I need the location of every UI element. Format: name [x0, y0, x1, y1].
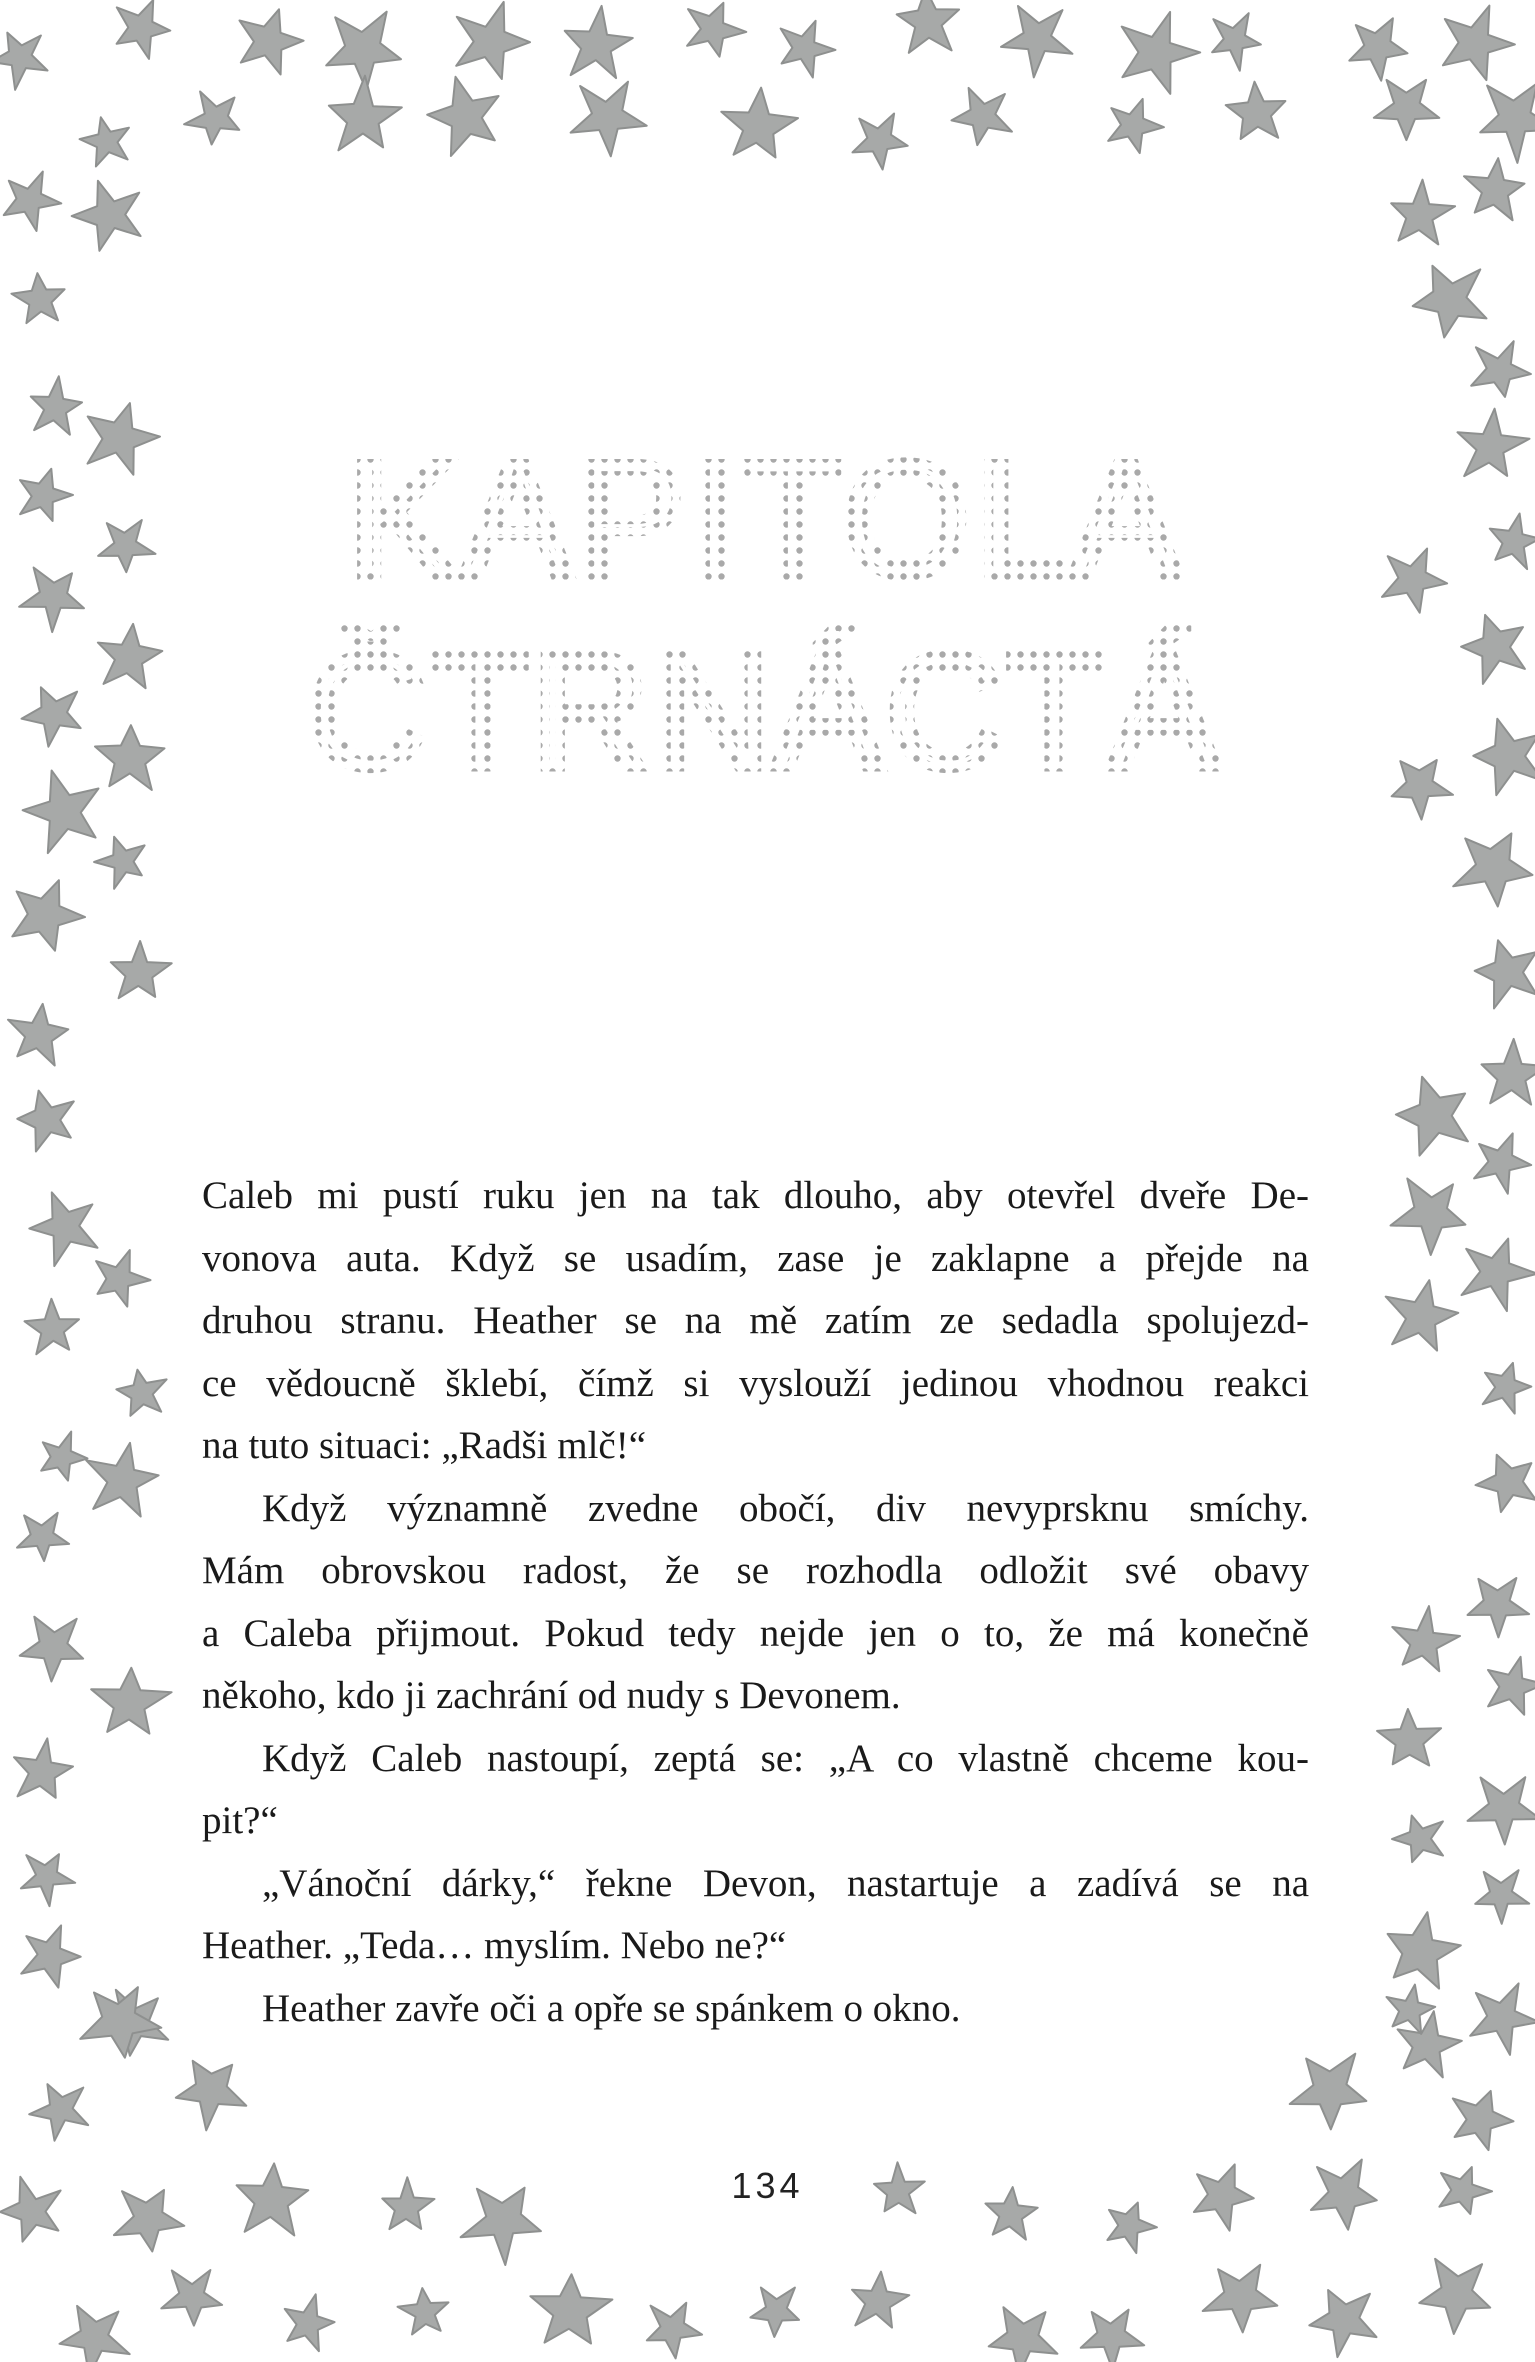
star-icon	[1396, 1077, 1468, 1156]
chapter-heading	[0, 440, 1535, 800]
text-line: vonova auta. Když se usadím, zase je zaklapne a přejde na	[202, 1236, 1309, 1280]
star-icon	[1475, 1870, 1529, 1924]
star-icon	[1392, 1606, 1460, 1671]
star-icon	[1309, 2290, 1376, 2357]
star-icon	[176, 2061, 247, 2131]
star-icon	[852, 2272, 909, 2328]
star-icon	[1476, 1455, 1535, 1512]
star-icon	[29, 1192, 97, 1266]
star-icon	[398, 2288, 449, 2334]
star-icon	[1475, 940, 1535, 1008]
star-icon	[1388, 1912, 1461, 1988]
star-icon	[750, 2288, 799, 2337]
star-icon	[72, 181, 141, 251]
star-icon	[20, 1617, 83, 1682]
star-icon	[1001, 6, 1072, 77]
text-line: druhou stranu. Heather se na mě zatím ze sedadla spolujezd-	[202, 1299, 1309, 1342]
text-line: Mám obrovskou radost, že se rozhodla odložit své obavy	[202, 1549, 1309, 1592]
star-icon	[29, 2084, 88, 2141]
star-icon	[1464, 158, 1525, 220]
star-icon	[1349, 18, 1407, 80]
text-line: a Caleba přijmout. Pokud tedy nejde jen o to, že má konečně	[202, 1611, 1309, 1655]
star-icon	[952, 88, 1012, 145]
text-line: „Vánoční dárky,“ řekne Devon, nastartuje a zadívá se na	[262, 1861, 1309, 1905]
star-icon	[161, 2270, 222, 2326]
text-line: ce vědoucně šklebí, čímž si vyslouží jedinou vhodnou reakci	[202, 1361, 1309, 1405]
star-icon	[647, 2303, 702, 2359]
star-icon	[565, 6, 633, 78]
star-icon	[571, 82, 647, 157]
text-line: Heather. „Teda… myslím. Nebo ne?“	[202, 1924, 787, 1967]
star-icon	[1453, 2091, 1514, 2150]
star-icon	[1386, 1280, 1459, 1350]
star-icon	[1413, 266, 1487, 338]
star-icon	[1108, 99, 1164, 153]
star-icon	[456, 2, 530, 79]
star-icon	[12, 880, 85, 951]
star-icon	[1081, 2310, 1145, 2362]
star-icon	[1453, 833, 1532, 906]
star-icon	[60, 2306, 130, 2362]
star-icon	[8, 1004, 68, 1066]
star-icon	[4, 172, 62, 232]
star-icon	[96, 1250, 150, 1307]
star-icon	[1443, 6, 1515, 81]
star-icon	[31, 376, 82, 434]
star-icon	[1374, 80, 1440, 140]
star-icon	[1482, 1039, 1535, 1105]
text-line: Heather zavře oči a opře se spánkem o okno.	[262, 1986, 961, 2030]
star-icon	[184, 92, 239, 145]
star-icon	[1226, 82, 1286, 139]
star-icon	[781, 21, 836, 78]
star-icon	[1392, 1816, 1443, 1863]
star-icon	[1470, 1983, 1535, 2054]
star-icon	[1391, 180, 1455, 245]
star-icon	[1480, 83, 1535, 163]
star-icon	[116, 1370, 166, 1416]
star-icon	[25, 1299, 80, 1354]
chapter-body-text	[202, 1165, 1309, 2040]
text-line: Caleb mi pustí ruku jen na tak dlouho, aby otevřel dveře De-	[202, 1174, 1309, 1217]
star-icon	[1107, 2203, 1157, 2254]
star-icon	[111, 941, 172, 998]
star-icon	[687, 3, 746, 57]
star-icon	[21, 1854, 75, 1906]
star-icon	[117, 0, 171, 59]
star-icon	[1377, 1709, 1441, 1766]
page-number: 134	[731, 2165, 804, 2206]
text-line: na tuto situaci: „Radši mlč!“	[202, 1424, 647, 1467]
star-icon	[427, 77, 498, 156]
star-icon	[285, 2294, 335, 2351]
star-icon	[1122, 12, 1201, 94]
star-icon	[897, 0, 959, 53]
chapter-heading-line-1: KAPITOLA	[348, 440, 1186, 610]
chapter-heading-line-2: ČTRNÁCTÁ	[308, 621, 1222, 800]
star-icon	[21, 1925, 80, 1987]
text-line: Když Caleb nastoupí, zeptá se: „A co vlastně chceme kou-	[262, 1736, 1309, 1780]
star-icon	[1462, 1239, 1535, 1312]
star-icon	[1212, 13, 1261, 70]
star-icon	[1488, 1657, 1535, 1715]
text-line: někoho, kdo ji zachrání od nudy s Devonem.	[202, 1674, 901, 1717]
star-icon	[1471, 341, 1531, 397]
star-icon	[94, 837, 145, 889]
star-icon	[0, 33, 48, 90]
star-icon	[17, 1513, 69, 1561]
star-icon	[17, 1091, 74, 1152]
star-icon	[853, 114, 908, 170]
text-line: pit?“	[202, 1799, 278, 1842]
star-icon	[91, 1668, 171, 1734]
star-icon	[329, 76, 402, 151]
star-icon	[41, 1432, 87, 1481]
star-icon	[530, 2274, 612, 2343]
star-icon	[14, 1738, 73, 1797]
text-line: Když významně zvedne obočí, div nevyprsknu smíchy.	[262, 1486, 1309, 1530]
star-icon	[240, 9, 304, 74]
star-icon	[721, 88, 798, 158]
star-icon	[1468, 1777, 1535, 1844]
star-icon	[1203, 2265, 1278, 2333]
star-icon	[1419, 2259, 1490, 2334]
star-icon	[1483, 1363, 1532, 1414]
star-icon	[1474, 1133, 1531, 1193]
star-icon	[11, 273, 64, 323]
star-icon	[1391, 1179, 1466, 1256]
star-icon	[1468, 1578, 1530, 1637]
star-icon	[80, 117, 129, 166]
star-icon	[86, 1443, 158, 1517]
star-icon	[989, 2307, 1058, 2362]
star-icon	[1290, 2054, 1367, 2130]
